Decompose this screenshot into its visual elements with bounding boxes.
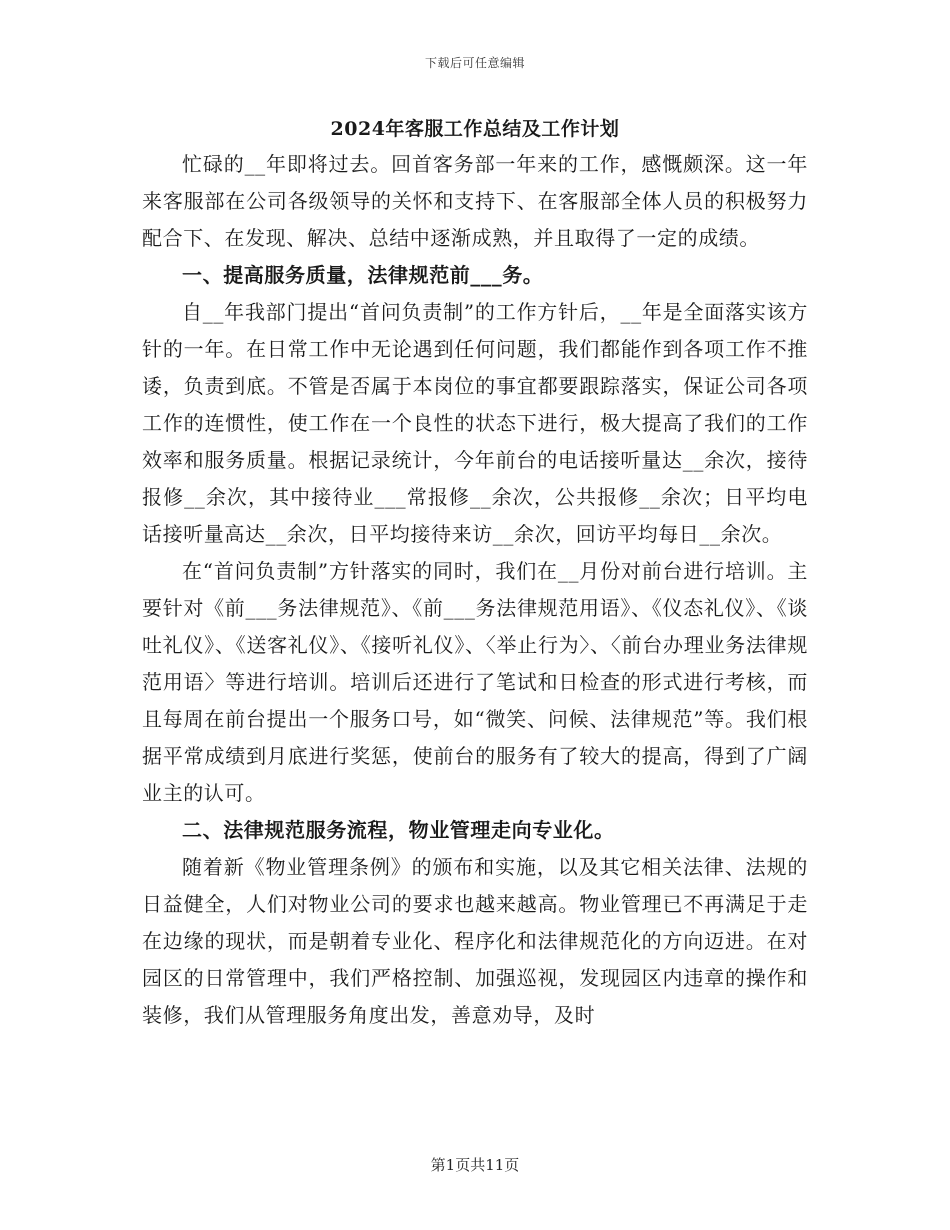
section-heading-1: 一、提高服务质量，法律规范前___务。 xyxy=(182,263,544,287)
paragraph-section1-b: 在“首问负责制”方针落实的同时，我们在__月份对前台进行培训。主要针对《前___务法律规范》、《前___务法律规范用语》、《仪态礼仪》、《谈吐礼仪》、《送客礼仪》、《接听礼仪》、〈举止行为〉、〈前台办理业务法律规范用语〉等进行培训。培训后还进行了笔试和日检查的形式进行考核，而且每周在前台提出一个服务口号，如“微笑、问候、法律规范”等。我们根据平常成绩到月底进行奖惩，使前台的服务有了较大的提高，得到了广阔业主的认可。 xyxy=(142,559,808,805)
paragraph-section2-a: 随着新《物业管理条例》的颁布和实施，以及其它相关法律、法规的日益健全，人们对物业公司的要求也越来越高。物业管理已不再满足于走在边缘的现状，而是朝着专业化、程序化和法律规范化的方向迈进。在对园区的日常管理中，我们严格控制、加强巡视，发现园区内违章的操作和装修，我们从管理服务角度出发，善意劝导，及时 xyxy=(142,855,808,1027)
document-body xyxy=(142,146,808,1034)
header-note: 下载后可任意编辑 xyxy=(424,56,525,70)
section-heading-2: 二、法律规范服务流程，物业管理走向专业化。 xyxy=(182,818,615,842)
page-number-footer: 第1页共11页 xyxy=(430,1156,520,1174)
paragraph-intro: 忙碌的__年即将过去。回首客务部一年来的工作，感慨颇深。这一年来客服部在公司各级领导的关怀和支持下、在客服部全体人员的积极努力配合下、在发现、解决、总结中逐渐成熟，并且取得了一定的成绩。 xyxy=(142,152,808,250)
document-title: 2024年客服工作总结及工作计划 xyxy=(330,118,620,140)
paragraph-section1-a: 自__年我部门提出“首问负责制”的工作方针后，__年是全面落实该方针的一年。在日常工作中无论遇到任何问题，我们都能作到各项工作不推诿，负责到底。不管是否属于本岗位的事宜都要跟踪落实，保证公司各项工作的连惯性，使工作在一个良性的状态下进行，极大提高了我们的工作效率和服务质量。根据记录统计，今年前台的电话接听量达__余次，接待报修__余次，其中接待业___常报修__余次，公共报修__余次；日平均电话接听量高达__余次，日平均接待来访__余次，回访平均每日__余次。 xyxy=(142,300,808,546)
